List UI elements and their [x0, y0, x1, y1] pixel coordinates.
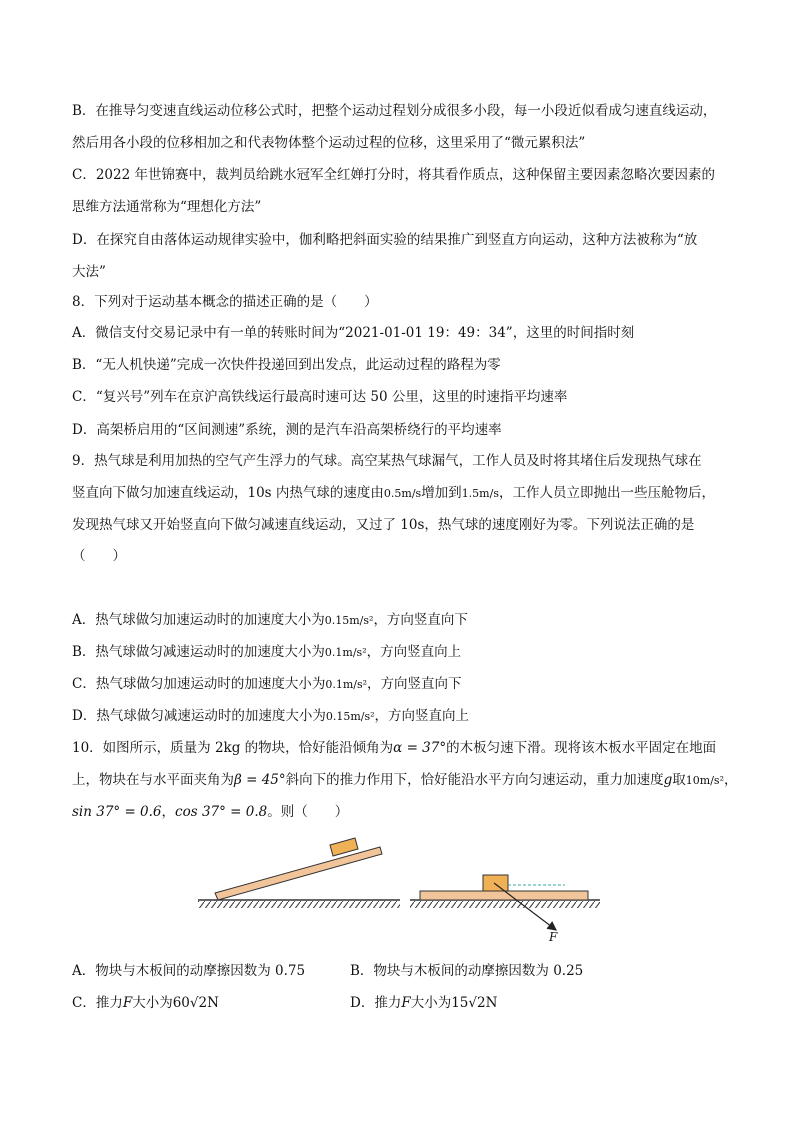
option-text: ，方向竖直向下 — [367, 676, 462, 692]
force-symbol: F — [401, 995, 411, 1011]
q10-text: 。则（ ） — [267, 804, 349, 820]
horizontal-board — [420, 891, 588, 900]
option-text: ，方向竖直向上 — [366, 644, 462, 660]
q10-text: 取 — [672, 772, 686, 788]
q10-option-b: B．物块与木板间的动摩擦因数为 0.25 — [350, 963, 584, 979]
q10-text: ， — [161, 804, 176, 820]
q9-stem-line2 — [72, 483, 715, 504]
block-on-board — [483, 875, 508, 891]
q9-text: 增加到 — [421, 485, 462, 501]
q10-text: 斜向下的推力作用下，恰好能沿水平方向匀速运动，重力加速度 — [285, 772, 664, 788]
option-text: D．热气球做匀减速运动时的加速度大小为 — [72, 708, 326, 724]
q8-option-c: C．“复兴号”列车在京沪高铁线运行最高时速可达 50 公里，这里的时速指平均速率 — [72, 389, 568, 405]
inclined-board-diagram — [198, 838, 400, 908]
ground-hatch-right — [410, 901, 600, 908]
q10-stem-line3 — [72, 802, 348, 822]
option-value: 0.15m/s² — [325, 710, 375, 723]
force-symbol: F — [122, 995, 133, 1011]
horizontal-board-diagram — [410, 875, 600, 930]
q10-alpha-expr: α = 37° — [393, 740, 447, 756]
q10-cos-expr: cos 37° = 0.8 — [175, 804, 268, 820]
q10-text: 的木板匀速下滑。现将该木板水平固定在地面 — [446, 740, 717, 756]
q9-option-a — [72, 610, 468, 631]
q10-option-a: A．物块与木板间的动摩擦因数为 0.75 — [72, 963, 306, 979]
option-text: ，方向竖直向下 — [373, 612, 468, 628]
ground-hatch-left — [198, 901, 400, 908]
q8-option-d: D．高架桥启用的“区间测速”系统，测的是汽车沿高架桥绕行的平均速率 — [72, 422, 502, 438]
option-value: 15√2N — [451, 995, 498, 1011]
q10-sin-expr: sin 37° = 0.6 — [72, 804, 162, 820]
q10-g-value: 10m/s² — [685, 774, 724, 787]
q7-option-d-line2: 大法” — [72, 264, 106, 280]
q9-option-b — [72, 642, 461, 663]
q9-stem-line4: （ ） — [72, 548, 126, 564]
q10-stem-line1 — [72, 738, 716, 758]
block-on-incline — [330, 838, 358, 856]
q10-beta-expr: β = 45° — [234, 772, 286, 788]
q10-figure — [0, 830, 794, 950]
option-value: 60√2N — [172, 995, 219, 1011]
q7-option-c-line2: 思维方法通常称为“理想化方法” — [72, 199, 262, 215]
q7-option-b-line2: 然后用各小段的位移相加之和代表物体整个运动过程的位移，这里采用了“微元累积法” — [72, 135, 586, 151]
option-text: A．热气球做匀加速运动时的加速度大小为 — [72, 612, 325, 628]
force-label: F — [549, 930, 558, 944]
q9-stem-line3: 发现热气球又开始竖直向下做匀减速直线运动，又过了 10s，热气球的速度刚好为零。下列说法正确的是 — [72, 517, 695, 533]
option-text: ，方向竖直向上 — [374, 708, 470, 724]
q10-stem-line2 — [72, 770, 738, 791]
q7-option-d-line1: D．在探究自由落体运动规律实验中，伽利略把斜面实验的结果推广到竖直方向运动，这种方法被称为“放 — [72, 232, 698, 248]
option-text: C．热气球做匀加速运动时的加速度大小为 — [72, 676, 326, 692]
option-value: 0.1m/s² — [325, 678, 368, 691]
q8-option-a: A．微信支付交易记录中有一单的转账时间为“2021-01-01 19：49：34”，这里的时间指时刻 — [72, 325, 635, 341]
q7-option-b-line1: B．在推导匀变速直线运动位移公式时，把整个运动过程划分成很多小段，每一小段近似看成匀速直线运动， — [72, 103, 717, 119]
inclined-board — [215, 847, 382, 900]
q9-text: 竖直向下做匀加速直线运动，10s 内热气球的速度由 — [72, 485, 384, 501]
q7-option-c-line1: C．2022 年世锦赛中，裁判员给跳水冠军全红婵打分时，将其看作质点，这种保留主要因素忽略次要因素的 — [72, 167, 715, 183]
option-text: 大小为 — [410, 995, 452, 1011]
option-text: D．推力 — [350, 995, 402, 1011]
q9-stem-line1: 9．热气球是利用加热的空气产生浮力的气球。高空某热气球漏气，工作人员及时将其堵住后发现热气球在 — [72, 453, 702, 469]
q10-text: 10．如图所示，质量为 2kg 的物块，恰好能沿倾角为 — [72, 740, 394, 756]
q10-text: ， — [724, 772, 738, 788]
q8-stem: 8．下列对于运动基本概念的描述正确的是（ ） — [72, 294, 378, 310]
q10-option-c — [72, 993, 219, 1013]
q10-g-symbol: g — [663, 772, 673, 788]
option-text: C．推力 — [72, 995, 123, 1011]
q9-speed-start: 0.5m/s — [383, 487, 422, 500]
q9-option-c — [72, 674, 462, 695]
q9-speed-end: 1.5m/s — [461, 487, 499, 500]
option-value: 0.15m/s² — [324, 614, 374, 627]
option-text: 大小为 — [132, 995, 173, 1011]
q10-option-d — [350, 993, 497, 1013]
q9-text: ，工作人员立即抛出一些压舱物后， — [498, 485, 715, 501]
option-value: 0.1m/s² — [324, 646, 367, 659]
option-text: B．热气球做匀减速运动时的加速度大小为 — [72, 644, 325, 660]
q9-option-d — [72, 706, 469, 727]
q8-option-b: B．“无人机快递”完成一次快件投递回到出发点，此运动过程的路程为零 — [72, 357, 501, 373]
q10-text: 上，物块在与水平面夹角为 — [72, 772, 234, 788]
